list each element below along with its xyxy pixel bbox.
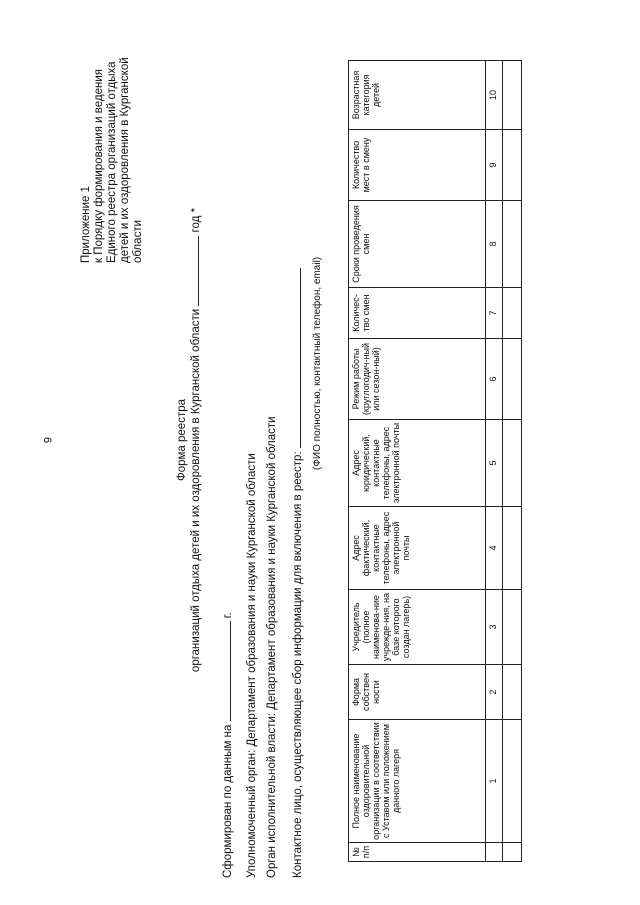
table-empty-row	[503, 61, 522, 862]
header-cell: Количес-тво смен	[349, 288, 486, 339]
authorized-body: Уполномоченный орган: Департамент образования и науки Курганской области	[246, 453, 258, 878]
appendix-line: Приложение 1	[80, 185, 92, 263]
form-title: Форма реестра	[176, 398, 188, 482]
contact-label: Контактное лицо, осуществляющее сбор информации для включения в реестр:	[292, 451, 304, 878]
number-cell	[486, 843, 503, 862]
empty-cell	[503, 420, 522, 507]
number-cell: 4	[486, 507, 503, 590]
executive-body: Орган исполнительной власти: Департамент образования и науки Курганской области	[266, 416, 278, 878]
formed-suffix: г.	[222, 612, 234, 619]
table-number-row	[486, 61, 503, 862]
appendix-block	[80, 0, 145, 263]
header-cell: Возрастная категория детей	[349, 61, 486, 130]
empty-cell	[503, 130, 522, 201]
appendix-line: к Порядку формирования и ведения	[93, 69, 105, 263]
header-cell: Сроки проведения смен	[349, 201, 486, 288]
empty-cell	[503, 61, 522, 130]
contact-line	[292, 268, 304, 878]
year-blank	[198, 236, 199, 306]
empty-cell	[503, 720, 522, 843]
formed-label: Сформирован по данным на	[222, 724, 234, 878]
header-cell: Режим работы (круглогодич-ный или сезон-ный)	[349, 339, 486, 420]
empty-cell	[503, 201, 522, 288]
date-blank	[230, 621, 231, 721]
empty-cell	[503, 288, 522, 339]
header-cell: Полное наименование оздоровительной организации в соответствии с Уставом или положением данного лагеря	[349, 720, 486, 843]
form-subtitle	[189, 180, 203, 700]
empty-cell	[503, 843, 522, 862]
contact-hint: (ФИО полностью, контактный телефон, email)	[312, 256, 323, 470]
number-cell: 10	[486, 61, 503, 130]
number-cell: 6	[486, 339, 503, 420]
form-subtitle-text: организаций отдыха детей и их оздоровления в Курганской области	[190, 308, 202, 673]
number-cell: 3	[486, 590, 503, 665]
number-cell: 9	[486, 130, 503, 201]
appendix-line: детей и их оздоровления в Курганской	[119, 57, 131, 263]
empty-cell	[503, 507, 522, 590]
number-cell: 2	[486, 665, 503, 720]
form-subtitle-year: год *	[190, 207, 202, 233]
header-cell: № п/п	[349, 843, 486, 862]
empty-cell	[503, 590, 522, 665]
header-cell: Адрес юридический, контактные телефоны, адрес электронной почты	[349, 420, 486, 507]
empty-cell	[503, 665, 522, 720]
formed-line	[222, 612, 234, 878]
number-cell: 5	[486, 420, 503, 507]
appendix-line: Единого реестра организаций отдыха	[106, 61, 118, 263]
header-cell: Адрес фактический, контактные телефоны, адрес электронной почты	[349, 507, 486, 590]
empty-cell	[503, 339, 522, 420]
header-cell: Форма собствен ности	[349, 665, 486, 720]
appendix-line: области	[132, 219, 144, 263]
registry-table	[348, 60, 522, 862]
header-cell: Количество мест в смену	[349, 130, 486, 201]
number-cell: 1	[486, 720, 503, 843]
number-cell: 7	[486, 288, 503, 339]
contact-blank	[300, 268, 301, 448]
form-title-block	[175, 180, 203, 700]
page-number: 6	[41, 436, 54, 444]
table-header-row	[349, 61, 486, 862]
header-cell: Учредитель (полное наименова-ние учрежде-ния, на базе которого создан лагерь)	[349, 590, 486, 665]
number-cell: 8	[486, 201, 503, 288]
